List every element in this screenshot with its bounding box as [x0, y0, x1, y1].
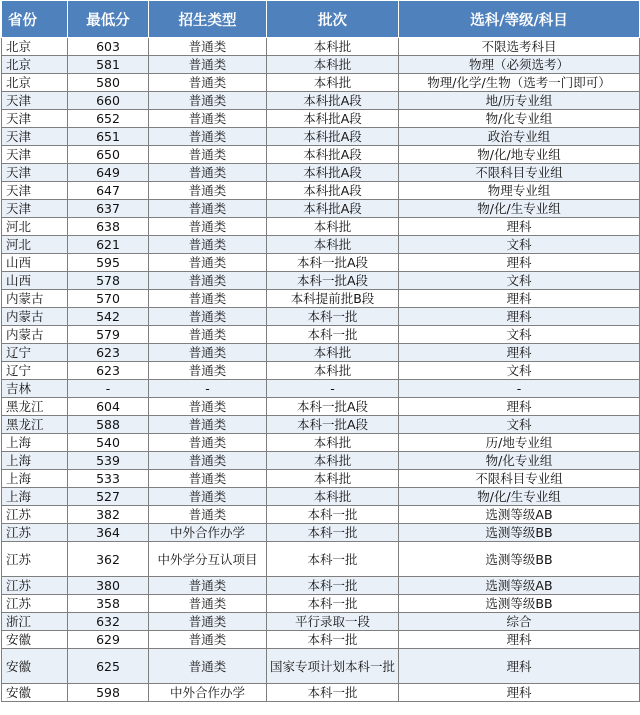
- cell-subjects: 物/化专业组: [399, 452, 640, 470]
- cell-min-score: 652: [68, 110, 149, 128]
- cell-batch: 本科批A段: [267, 164, 399, 182]
- cell-subjects: 历/地专业组: [399, 434, 640, 452]
- cell-batch: 本科一批: [267, 308, 399, 326]
- header-province: 省份: [2, 1, 68, 38]
- cell-enroll-type: 普通类: [149, 398, 267, 416]
- admission-scores-table: [1, 0, 640, 702]
- cell-enroll-type: 普通类: [149, 164, 267, 182]
- cell-subjects: 理科: [399, 398, 640, 416]
- cell-min-score: 533: [68, 470, 149, 488]
- cell-batch: 本科一批: [267, 326, 399, 344]
- cell-province: 安徽: [2, 649, 68, 684]
- cell-batch: 本科一批: [267, 577, 399, 595]
- cell-batch: 本科批: [267, 470, 399, 488]
- table-row: [2, 577, 640, 595]
- cell-enroll-type: 普通类: [149, 110, 267, 128]
- table-row: [2, 56, 640, 74]
- table-row: [2, 236, 640, 254]
- cell-province: 河北: [2, 236, 68, 254]
- table-row: [2, 452, 640, 470]
- cell-province: 江苏: [2, 595, 68, 613]
- cell-batch: 本科批: [267, 236, 399, 254]
- cell-min-score: 578: [68, 272, 149, 290]
- cell-subjects: 不限科目专业组: [399, 164, 640, 182]
- cell-batch: 本科一批A段: [267, 416, 399, 434]
- header-enroll-type: 招生类型: [149, 1, 267, 38]
- cell-province: 天津: [2, 182, 68, 200]
- cell-subjects: 物理/化学/生物（选考一门即可）: [399, 74, 640, 92]
- table-row: [2, 200, 640, 218]
- cell-province: 山西: [2, 254, 68, 272]
- table-row: [2, 308, 640, 326]
- cell-province: 江苏: [2, 577, 68, 595]
- cell-province: 黑龙江: [2, 398, 68, 416]
- cell-province: 天津: [2, 128, 68, 146]
- cell-min-score: 579: [68, 326, 149, 344]
- cell-enroll-type: 普通类: [149, 218, 267, 236]
- cell-min-score: 382: [68, 506, 149, 524]
- cell-min-score: 539: [68, 452, 149, 470]
- cell-enroll-type: 普通类: [149, 326, 267, 344]
- table-row: [2, 128, 640, 146]
- cell-subjects: 物/化/生专业组: [399, 488, 640, 506]
- table-row: [2, 110, 640, 128]
- cell-enroll-type: 普通类: [149, 236, 267, 254]
- table-row: [2, 164, 640, 182]
- cell-min-score: 637: [68, 200, 149, 218]
- table-row: [2, 542, 640, 577]
- cell-subjects: 物/化专业组: [399, 110, 640, 128]
- table-row: [2, 326, 640, 344]
- table-row: [2, 38, 640, 56]
- table-row: [2, 631, 640, 649]
- cell-batch: 本科批: [267, 452, 399, 470]
- table-row: [2, 272, 640, 290]
- cell-province: 北京: [2, 74, 68, 92]
- cell-batch: 本科批: [267, 344, 399, 362]
- table-row: [2, 380, 640, 398]
- table-row: [2, 595, 640, 613]
- cell-subjects: 理科: [399, 290, 640, 308]
- cell-min-score: 632: [68, 613, 149, 631]
- table-row: [2, 92, 640, 110]
- cell-province: 北京: [2, 38, 68, 56]
- cell-min-score: 595: [68, 254, 149, 272]
- cell-batch: 本科批A段: [267, 200, 399, 218]
- cell-province: 内蒙古: [2, 326, 68, 344]
- cell-enroll-type: 普通类: [149, 613, 267, 631]
- cell-subjects: 地/历专业组: [399, 92, 640, 110]
- cell-subjects: -: [399, 380, 640, 398]
- cell-min-score: 362: [68, 542, 149, 577]
- cell-min-score: 651: [68, 128, 149, 146]
- cell-batch: 本科一批: [267, 631, 399, 649]
- cell-subjects: 物/化/生专业组: [399, 200, 640, 218]
- cell-enroll-type: 普通类: [149, 308, 267, 326]
- cell-enroll-type: 普通类: [149, 434, 267, 452]
- cell-enroll-type: 普通类: [149, 344, 267, 362]
- cell-enroll-type: -: [149, 380, 267, 398]
- cell-province: 天津: [2, 110, 68, 128]
- cell-province: 辽宁: [2, 362, 68, 380]
- cell-subjects: 选测等级AB: [399, 506, 640, 524]
- cell-enroll-type: 普通类: [149, 488, 267, 506]
- header-min-score: 最低分: [68, 1, 149, 38]
- cell-enroll-type: 普通类: [149, 290, 267, 308]
- cell-min-score: -: [68, 380, 149, 398]
- header-row: [2, 1, 640, 38]
- cell-enroll-type: 中外合作办学: [149, 684, 267, 702]
- cell-enroll-type: 普通类: [149, 92, 267, 110]
- cell-min-score: 580: [68, 74, 149, 92]
- cell-subjects: 物理专业组: [399, 182, 640, 200]
- cell-subjects: 综合: [399, 613, 640, 631]
- table-row: [2, 434, 640, 452]
- cell-subjects: 选测等级BB: [399, 524, 640, 542]
- table-row: [2, 290, 640, 308]
- cell-enroll-type: 普通类: [149, 254, 267, 272]
- cell-batch: 本科一批: [267, 595, 399, 613]
- cell-min-score: 660: [68, 92, 149, 110]
- cell-subjects: 选测等级BB: [399, 595, 640, 613]
- cell-province: 江苏: [2, 506, 68, 524]
- cell-subjects: 文科: [399, 416, 640, 434]
- cell-enroll-type: 中外学分互认项目: [149, 542, 267, 577]
- cell-province: 上海: [2, 434, 68, 452]
- cell-batch: 本科一批A段: [267, 272, 399, 290]
- table-row: [2, 684, 640, 702]
- table-row: [2, 649, 640, 684]
- cell-province: 吉林: [2, 380, 68, 398]
- table-body: [2, 38, 640, 702]
- cell-province: 辽宁: [2, 344, 68, 362]
- cell-batch: 本科一批A段: [267, 254, 399, 272]
- table-row: [2, 146, 640, 164]
- cell-min-score: 621: [68, 236, 149, 254]
- cell-batch: 本科批A段: [267, 110, 399, 128]
- cell-min-score: 570: [68, 290, 149, 308]
- cell-enroll-type: 普通类: [149, 452, 267, 470]
- cell-batch: 本科一批: [267, 542, 399, 577]
- cell-province: 上海: [2, 470, 68, 488]
- cell-min-score: 649: [68, 164, 149, 182]
- table-row: [2, 344, 640, 362]
- cell-enroll-type: 普通类: [149, 470, 267, 488]
- cell-batch: 本科批A段: [267, 128, 399, 146]
- cell-province: 山西: [2, 272, 68, 290]
- cell-min-score: 623: [68, 362, 149, 380]
- table-row: [2, 74, 640, 92]
- cell-batch: 本科一批: [267, 506, 399, 524]
- cell-subjects: 文科: [399, 272, 640, 290]
- cell-subjects: 理科: [399, 631, 640, 649]
- table-row: [2, 416, 640, 434]
- cell-subjects: 文科: [399, 362, 640, 380]
- cell-min-score: 638: [68, 218, 149, 236]
- table-row: [2, 218, 640, 236]
- cell-enroll-type: 普通类: [149, 631, 267, 649]
- cell-batch: 本科批: [267, 218, 399, 236]
- cell-min-score: 623: [68, 344, 149, 362]
- cell-batch: 本科一批: [267, 684, 399, 702]
- cell-enroll-type: 普通类: [149, 595, 267, 613]
- cell-province: 内蒙古: [2, 308, 68, 326]
- cell-enroll-type: 普通类: [149, 200, 267, 218]
- cell-min-score: 358: [68, 595, 149, 613]
- cell-enroll-type: 普通类: [149, 146, 267, 164]
- cell-province: 天津: [2, 164, 68, 182]
- cell-province: 北京: [2, 56, 68, 74]
- cell-batch: 本科批A段: [267, 182, 399, 200]
- cell-subjects: 选测等级AB: [399, 577, 640, 595]
- table-row: [2, 506, 640, 524]
- cell-batch: 本科批A段: [267, 146, 399, 164]
- cell-enroll-type: 普通类: [149, 56, 267, 74]
- header-subjects: 选科/等级/科目: [399, 1, 640, 38]
- cell-subjects: 理科: [399, 649, 640, 684]
- table-row: [2, 362, 640, 380]
- cell-min-score: 625: [68, 649, 149, 684]
- cell-batch: 本科批: [267, 56, 399, 74]
- cell-batch: 本科提前批B段: [267, 290, 399, 308]
- cell-province: 上海: [2, 488, 68, 506]
- cell-batch: 国家专项计划本科一批: [267, 649, 399, 684]
- table-row: [2, 613, 640, 631]
- cell-province: 天津: [2, 146, 68, 164]
- header-batch: 批次: [267, 1, 399, 38]
- cell-province: 内蒙古: [2, 290, 68, 308]
- cell-subjects: 文科: [399, 326, 640, 344]
- cell-batch: 本科批: [267, 362, 399, 380]
- cell-batch: 平行录取一段: [267, 613, 399, 631]
- cell-province: 上海: [2, 452, 68, 470]
- cell-min-score: 542: [68, 308, 149, 326]
- cell-batch: 本科批: [267, 434, 399, 452]
- cell-batch: 本科批: [267, 74, 399, 92]
- cell-subjects: 理科: [399, 218, 640, 236]
- cell-enroll-type: 普通类: [149, 38, 267, 56]
- cell-province: 安徽: [2, 684, 68, 702]
- cell-min-score: 603: [68, 38, 149, 56]
- table-row: [2, 398, 640, 416]
- table-row: [2, 182, 640, 200]
- cell-subjects: 不限选考科目: [399, 38, 640, 56]
- cell-min-score: 380: [68, 577, 149, 595]
- cell-subjects: 文科: [399, 236, 640, 254]
- table-row: [2, 470, 640, 488]
- cell-enroll-type: 普通类: [149, 272, 267, 290]
- cell-province: 安徽: [2, 631, 68, 649]
- cell-enroll-type: 普通类: [149, 416, 267, 434]
- cell-subjects: 物理（必须选考）: [399, 56, 640, 74]
- cell-min-score: 540: [68, 434, 149, 452]
- table-row: [2, 524, 640, 542]
- cell-enroll-type: 普通类: [149, 128, 267, 146]
- cell-enroll-type: 中外合作办学: [149, 524, 267, 542]
- cell-enroll-type: 普通类: [149, 74, 267, 92]
- cell-subjects: 理科: [399, 684, 640, 702]
- cell-min-score: 647: [68, 182, 149, 200]
- table-row: [2, 254, 640, 272]
- cell-province: 河北: [2, 218, 68, 236]
- cell-enroll-type: 普通类: [149, 577, 267, 595]
- cell-subjects: 物/化/地专业组: [399, 146, 640, 164]
- cell-min-score: 364: [68, 524, 149, 542]
- cell-min-score: 629: [68, 631, 149, 649]
- cell-subjects: 理科: [399, 344, 640, 362]
- cell-batch: 本科批A段: [267, 92, 399, 110]
- cell-enroll-type: 普通类: [149, 649, 267, 684]
- cell-enroll-type: 普通类: [149, 182, 267, 200]
- cell-enroll-type: 普通类: [149, 506, 267, 524]
- cell-batch: 本科批: [267, 38, 399, 56]
- cell-min-score: 581: [68, 56, 149, 74]
- cell-subjects: 理科: [399, 308, 640, 326]
- table-row: [2, 488, 640, 506]
- cell-enroll-type: 普通类: [149, 362, 267, 380]
- cell-min-score: 604: [68, 398, 149, 416]
- cell-min-score: 650: [68, 146, 149, 164]
- cell-subjects: 理科: [399, 254, 640, 272]
- cell-subjects: 不限科目专业组: [399, 470, 640, 488]
- cell-batch: 本科一批A段: [267, 398, 399, 416]
- cell-province: 浙江: [2, 613, 68, 631]
- cell-min-score: 598: [68, 684, 149, 702]
- cell-province: 黑龙江: [2, 416, 68, 434]
- cell-min-score: 527: [68, 488, 149, 506]
- cell-province: 天津: [2, 200, 68, 218]
- cell-batch: 本科一批: [267, 524, 399, 542]
- cell-batch: 本科批: [267, 488, 399, 506]
- cell-province: 江苏: [2, 542, 68, 577]
- cell-subjects: 政治专业组: [399, 128, 640, 146]
- cell-min-score: 588: [68, 416, 149, 434]
- cell-province: 天津: [2, 92, 68, 110]
- cell-province: 江苏: [2, 524, 68, 542]
- cell-batch: -: [267, 380, 399, 398]
- cell-subjects: 选测等级BB: [399, 542, 640, 577]
